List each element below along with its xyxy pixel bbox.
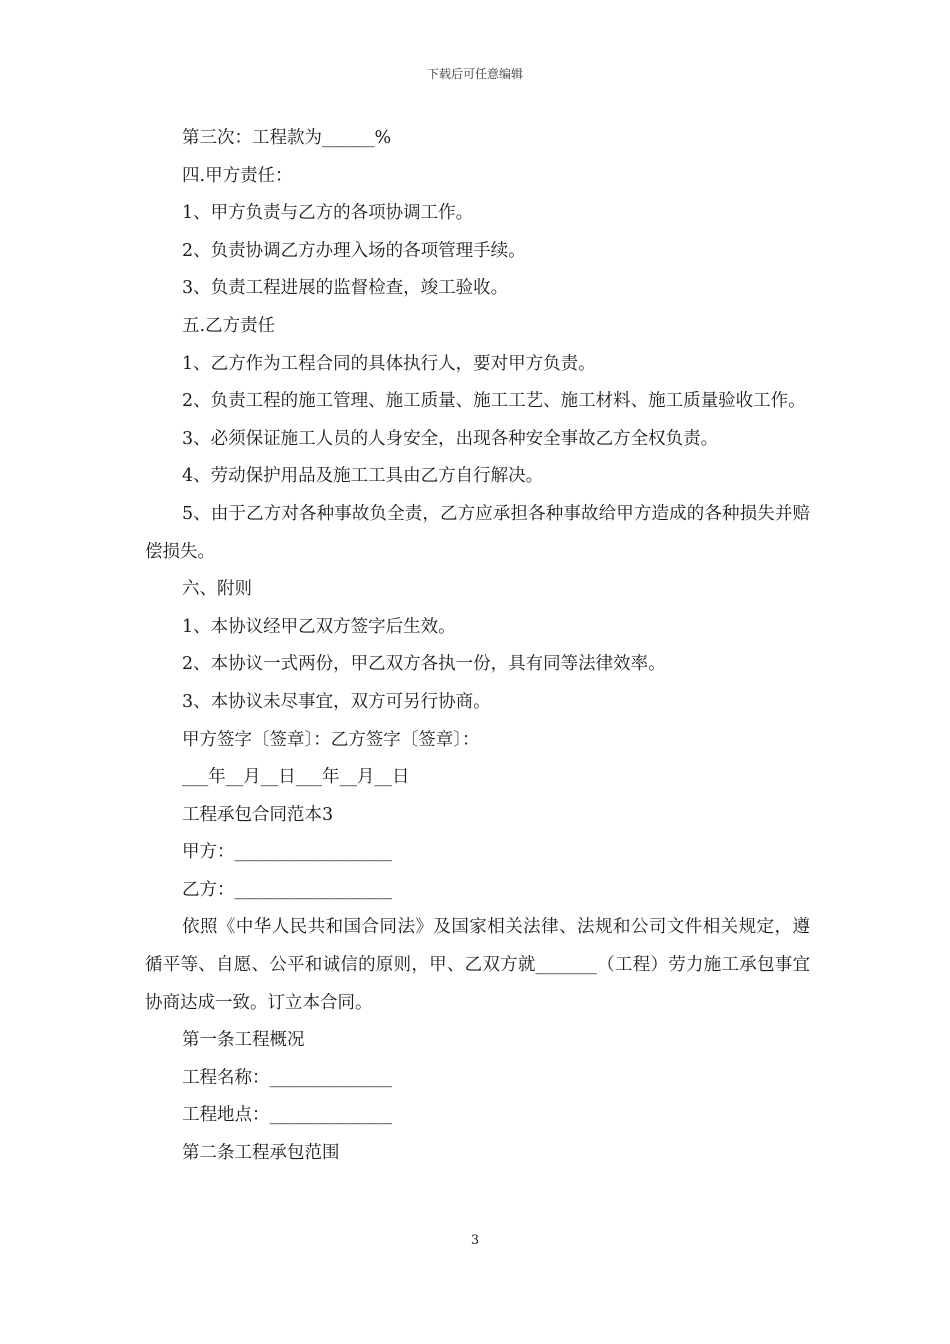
project-location-field: 工程地点：______________ xyxy=(182,1105,392,1126)
contract-title-3: 工程承包合同范本3 xyxy=(182,804,334,825)
party-a-item-1: 1、甲方负责与乙方的各项协调工作。 xyxy=(182,203,474,224)
payment-third-line: 第三次：工程款为______% xyxy=(182,128,392,148)
page-header-note: 下载后可任意编辑 xyxy=(426,67,523,81)
document-body xyxy=(145,120,810,1173)
contract-preamble: 依照《中华人民共和国合同法》及国家相关法律、法规和公司文件相关规定，遵循平等、自愿、公平和诚信的原则，甲、乙双方就_______（工程）劳力施工承包事宜协商达成一致。订立本合同。 xyxy=(145,917,810,1013)
page-number: 3 xyxy=(470,1233,480,1248)
party-b-field: 乙方：__________________ xyxy=(182,879,392,900)
appendix-item-1: 1、本协议经甲乙双方签字后生效。 xyxy=(182,616,456,637)
article-2-heading: 第二条工程承包范围 xyxy=(182,1143,340,1164)
party-a-field: 甲方：__________________ xyxy=(182,842,392,863)
article-1-heading: 第一条工程概况 xyxy=(182,1030,305,1051)
project-name-field: 工程名称：______________ xyxy=(182,1067,392,1088)
section-heading-appendix: 六、附则 xyxy=(182,579,252,600)
signature-line: 甲方签字〔签章〕：乙方签字〔签章〕： xyxy=(182,729,480,750)
party-b-item-5: 5、由于乙方对各种事故负全责，乙方应承担各种事故给甲方造成的各种损失并赔偿损失。 xyxy=(145,503,810,562)
party-b-item-1: 1、乙方作为工程合同的具体执行人，要对甲方负责。 xyxy=(182,353,596,374)
date-line: ___年__月__日___年__月__日 xyxy=(182,767,410,788)
appendix-item-3: 3、本协议未尽事宜，双方可另行协商。 xyxy=(182,691,491,712)
party-b-item-4: 4、劳动保护用品及施工工具由乙方自行解决。 xyxy=(182,466,544,487)
party-a-item-3: 3、负责工程进展的监督检查，竣工验收。 xyxy=(182,278,509,299)
party-a-item-2: 2、负责协调乙方办理入场的各项管理手续。 xyxy=(182,240,526,261)
section-heading-party-b: 五.乙方责任 xyxy=(182,315,276,336)
section-heading-party-a: 四.甲方责任： xyxy=(182,165,293,186)
party-b-item-3: 3、必须保证施工人员的人身安全，出现各种安全事故乙方全权负责。 xyxy=(182,428,719,449)
party-b-item-2: 2、负责工程的施工管理、施工质量、施工工艺、施工材料、施工质量验收工作。 xyxy=(182,391,806,412)
appendix-item-2: 2、本协议一式两份，甲乙双方各执一份，具有同等法律效率。 xyxy=(182,654,666,675)
